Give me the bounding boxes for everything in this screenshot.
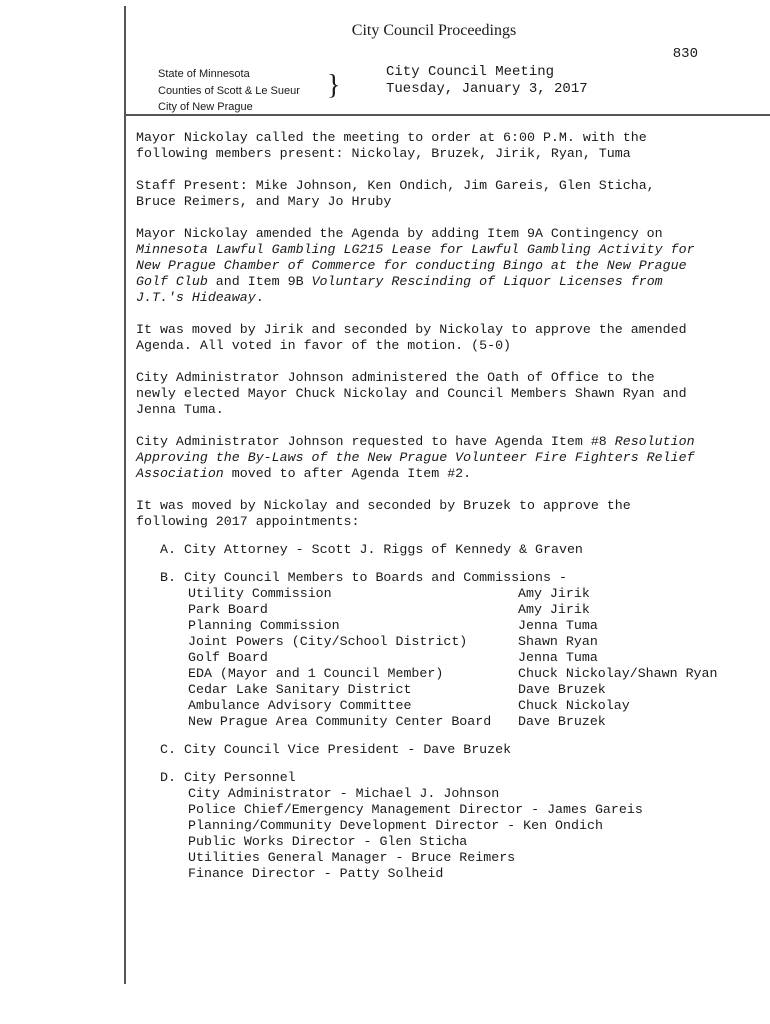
page-title: City Council Proceedings bbox=[351, 22, 517, 39]
italic-text: Approving the By-Laws of the New Prague Volunteer Fire Fighters Relief bbox=[136, 450, 695, 465]
meeting-title: City Council Meeting bbox=[386, 64, 555, 80]
board-assignment-row bbox=[188, 618, 736, 634]
text-span: moved to after Agenda Item #2. bbox=[223, 466, 472, 481]
meeting-date: Tuesday, January 3, 2017 bbox=[386, 81, 588, 97]
board-assignment-row bbox=[188, 666, 736, 682]
board-member: Amy Jirik bbox=[518, 602, 590, 617]
board-member: Chuck Nickolay bbox=[518, 698, 630, 713]
page-number: 830 bbox=[672, 46, 698, 62]
text-line: newly elected Mayor Chuck Nickolay and Council Members Shawn Ryan and bbox=[136, 386, 687, 401]
board-member: Dave Bruzek bbox=[518, 714, 606, 729]
text-line: City Administrator Johnson administered the Oath of Office to the bbox=[136, 370, 655, 385]
text-line: Mayor Nickolay amended the Agenda by adding Item 9A Contingency on bbox=[136, 226, 663, 241]
paragraph-agenda-amendment bbox=[136, 226, 736, 306]
board-name: Cedar Lake Sanitary District bbox=[188, 682, 412, 697]
board-member: Shawn Ryan bbox=[518, 634, 598, 649]
brace-glyph: } bbox=[327, 70, 341, 101]
text-span: City Administrator Johnson requested to have Agenda Item #8 bbox=[136, 434, 615, 449]
board-member: Jenna Tuma bbox=[518, 618, 598, 633]
jurisdiction-state: State of Minnesota bbox=[158, 68, 250, 80]
text-line: Jenna Tuma. bbox=[136, 402, 224, 417]
appointment-vice-president: C. City Council Vice President - Dave Bruzek bbox=[160, 742, 512, 757]
italic-text: Association bbox=[136, 466, 224, 481]
text-line: Bruce Reimers, and Mary Jo Hruby bbox=[136, 194, 392, 209]
paragraph-agenda-item-move bbox=[136, 434, 736, 482]
italic-text: Golf Club bbox=[136, 274, 208, 289]
italic-text: Voluntary Rescinding of Liquor Licenses from bbox=[311, 274, 663, 289]
appointment-city-personnel bbox=[160, 770, 736, 882]
personnel-heading: D. City Personnel bbox=[160, 770, 296, 785]
appointment-city-attorney: A. City Attorney - Scott J. Riggs of Kennedy & Graven bbox=[160, 542, 583, 557]
board-assignment-row bbox=[188, 650, 736, 666]
personnel-row: Public Works Director - Glen Sticha bbox=[188, 834, 468, 849]
paragraph-agenda-motion bbox=[136, 322, 736, 354]
minutes-body bbox=[136, 130, 736, 894]
board-name: Ambulance Advisory Committee bbox=[188, 698, 412, 713]
personnel-row: City Administrator - Michael J. Johnson bbox=[188, 786, 500, 801]
personnel-list bbox=[188, 786, 736, 882]
board-assignment-row bbox=[188, 714, 736, 730]
board-name: New Prague Area Community Center Board bbox=[188, 714, 492, 729]
italic-text: Resolution bbox=[614, 434, 695, 449]
board-name: Park Board bbox=[188, 602, 268, 617]
personnel-row: Police Chief/Emergency Management Director - James Gareis bbox=[188, 802, 643, 817]
text-line: Mayor Nickolay called the meeting to order at 6:00 P.M. with the bbox=[136, 130, 647, 145]
text-span: . bbox=[255, 290, 264, 305]
board-member: Amy Jirik bbox=[518, 586, 590, 601]
text-line: It was moved by Nickolay and seconded by Bruzek to approve the bbox=[136, 498, 631, 513]
personnel-row: Utilities General Manager - Bruce Reimers bbox=[188, 850, 516, 865]
italic-text: New Prague Chamber of Commerce for conducting Bingo at the New Prague bbox=[136, 258, 687, 273]
personnel-row: Planning/Community Development Director - Ken Ondich bbox=[188, 818, 603, 833]
text-line: Agenda. All voted in favor of the motion. (5-0) bbox=[136, 338, 512, 353]
margin-rule-vertical bbox=[124, 6, 126, 984]
text-line: following 2017 appointments: bbox=[136, 514, 360, 529]
board-name: Joint Powers (City/School District) bbox=[188, 634, 468, 649]
board-member: Jenna Tuma bbox=[518, 650, 598, 665]
paragraph-appointments-motion bbox=[136, 498, 736, 530]
italic-text: Minnesota Lawful Gambling LG215 Lease for Lawful Gambling Activity for bbox=[136, 242, 695, 257]
jurisdiction-block bbox=[158, 66, 300, 116]
board-name: Utility Commission bbox=[188, 586, 332, 601]
jurisdiction-counties: Counties of Scott & Le Sueur bbox=[158, 84, 300, 97]
text-span: and Item 9B bbox=[207, 274, 312, 289]
boards-list bbox=[188, 586, 736, 730]
paragraph-staff-present bbox=[136, 178, 736, 210]
board-assignment-row bbox=[188, 634, 736, 650]
board-assignment-row bbox=[188, 586, 736, 602]
italic-text: J.T.'s Hideaway bbox=[136, 290, 256, 305]
jurisdiction-city: City of New Prague bbox=[158, 101, 253, 113]
text-line: Staff Present: Mike Johnson, Ken Ondich, Jim Gareis, Glen Sticha, bbox=[136, 178, 655, 193]
boards-heading: B. City Council Members to Boards and Commissions - bbox=[160, 570, 567, 585]
board-name: EDA (Mayor and 1 Council Member) bbox=[188, 666, 444, 681]
board-assignment-row bbox=[188, 682, 736, 698]
paragraph-oath-of-office bbox=[136, 370, 736, 418]
paragraph-call-to-order bbox=[136, 130, 736, 162]
board-member: Dave Bruzek bbox=[518, 682, 606, 697]
board-assignment-row bbox=[188, 698, 736, 714]
appointment-boards-commissions bbox=[160, 570, 736, 730]
personnel-row: Finance Director - Patty Solheid bbox=[188, 866, 444, 881]
board-member: Chuck Nickolay/Shawn Ryan bbox=[518, 666, 718, 681]
meeting-block bbox=[386, 64, 588, 98]
text-line: following members present: Nickolay, Bruzek, Jirik, Ryan, Tuma bbox=[136, 146, 631, 161]
board-name: Golf Board bbox=[188, 650, 268, 665]
board-name: Planning Commission bbox=[188, 618, 340, 633]
text-line: It was moved by Jirik and seconded by Nickolay to approve the amended bbox=[136, 322, 687, 337]
board-assignment-row bbox=[188, 602, 736, 618]
